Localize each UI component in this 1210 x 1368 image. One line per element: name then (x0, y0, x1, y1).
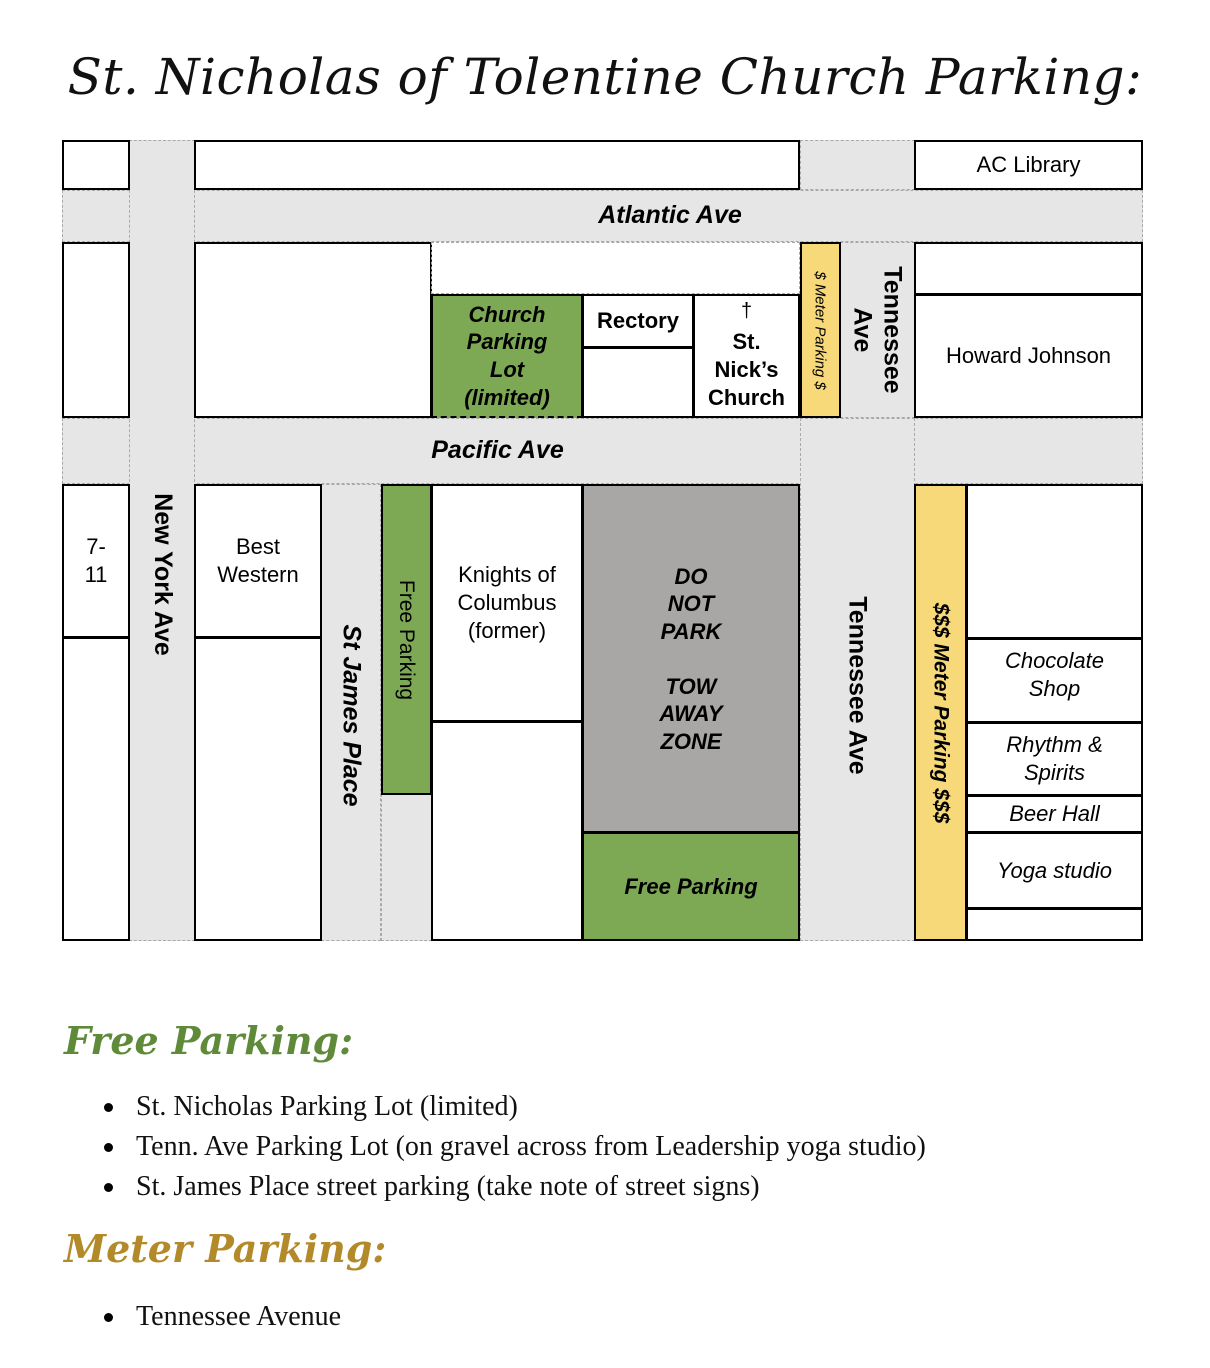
block-mid-center-left (194, 242, 432, 418)
new-york-ave-label: New York Ave (148, 492, 177, 656)
beer-hall-label: Beer Hall (1009, 801, 1100, 827)
rectory-label: Rectory (597, 308, 679, 334)
atlantic-ave-label: Atlantic Ave (598, 201, 742, 230)
block-mid-top-strip (431, 242, 800, 294)
block-right-top (966, 484, 1143, 639)
list-item: St. Nicholas Parking Lot (limited) (102, 1087, 926, 1127)
yoga-studio-label: Yoga studio (997, 857, 1112, 883)
do-not-park-label: DO NOT PARK TOW AWAY ZONE (659, 563, 723, 754)
st-nicks-church-label: St. Nick’s Church (708, 329, 785, 410)
church-parking-lot-label: Church Parking Lot (limited) (464, 301, 550, 410)
block-below-best-western (194, 637, 322, 941)
block-below-rectory (582, 347, 694, 418)
seven-eleven-label: 7- 11 (84, 534, 108, 587)
free-parking-list (102, 1087, 926, 1207)
meter-parking-lower-label: $$$ Meter Parking $$$ (929, 602, 953, 823)
cross-icon: † (740, 300, 753, 323)
knights-of-columbus-label: Knights of Columbus (former) (457, 562, 557, 643)
st-james-place-label: St James Place (337, 623, 366, 807)
rhythm-spirits-label: Rhythm & Spirits (1006, 732, 1103, 785)
block-top-left (62, 140, 130, 190)
chocolate-shop-label: Chocolate Shop (1004, 647, 1105, 701)
st-james-lower-lane (381, 794, 432, 941)
tennessee-ave-lower-label: Tennessee Ave (844, 595, 872, 775)
free-parking-st-james-label: Free Parking (395, 579, 419, 700)
block-below-knights (431, 721, 583, 941)
howard-johnson-label: Howard Johnson (945, 343, 1112, 369)
list-item: Tennessee Avenue (102, 1297, 341, 1337)
list-item: Tenn. Ave Parking Lot (on gravel across from Leadership yoga studio) (102, 1127, 926, 1167)
meter-parking-heading: Meter Parking: (64, 1226, 387, 1271)
ac-library-label: AC Library (976, 152, 1081, 178)
tennessee-top-street (800, 140, 915, 190)
list-item: St. James Place street parking (take note of street signs) (102, 1167, 926, 1207)
free-parking-lot-label: Free Parking (624, 873, 758, 899)
free-parking-heading: Free Parking: (64, 1018, 354, 1063)
block-mid-right-top (914, 242, 1143, 295)
block-right-bottom (966, 908, 1143, 941)
meter-parking-upper-label: $ Meter Parking $ (812, 270, 830, 390)
pacific-ave-label: Pacific Ave (431, 436, 564, 465)
block-top-center (194, 140, 800, 190)
best-western-label: Best Western (217, 534, 299, 587)
block-mid-left (62, 242, 130, 418)
tennessee-ave-upper-label: Tennessee Ave (848, 266, 907, 394)
block-bottom-far-left (62, 637, 130, 941)
page-title: St. Nicholas of Tolentine Church Parking: (67, 48, 1143, 106)
meter-parking-list (102, 1297, 341, 1337)
